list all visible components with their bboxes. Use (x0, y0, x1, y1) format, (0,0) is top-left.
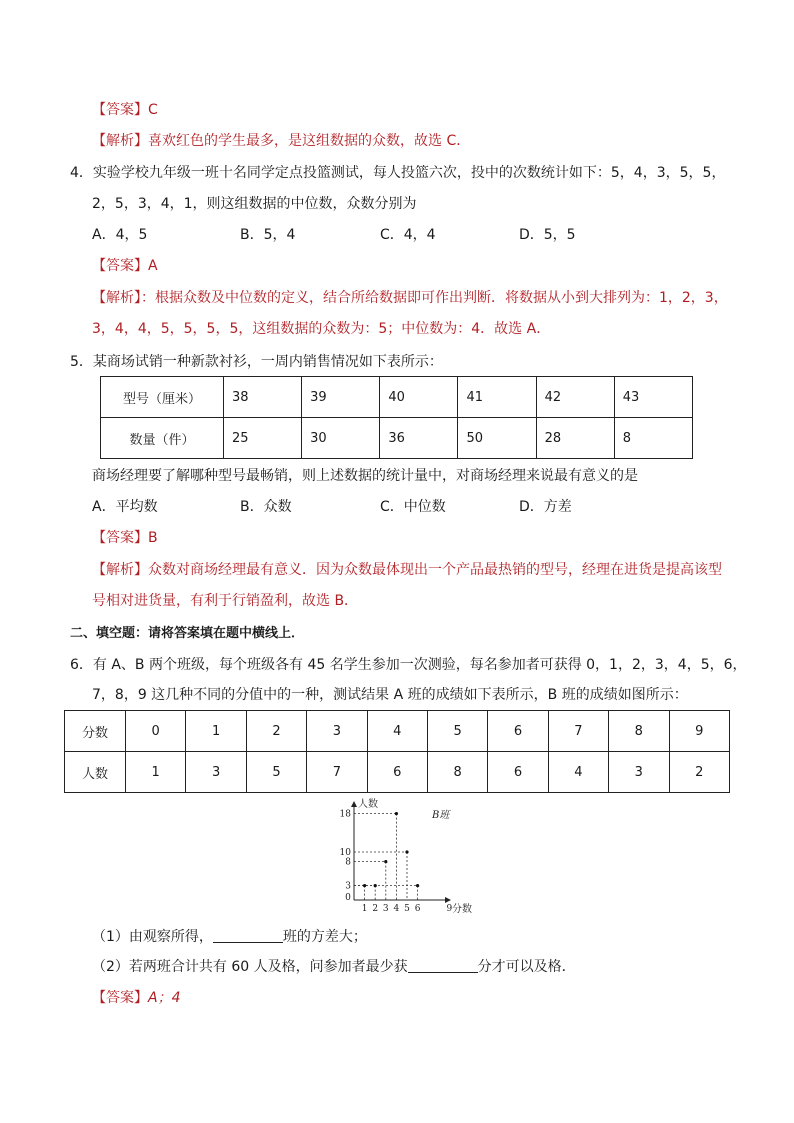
answer-value: A；4 (148, 990, 181, 1006)
table-cell: 0 (126, 711, 186, 752)
answer-tag: 【答案】 (92, 258, 148, 274)
section-title: 二、填空题：请将答案填在题中横线上． (70, 626, 305, 641)
question-4-line-1: 4．实验学校九年级一班十名同学定点投篮测试，每人投篮六次，投中的次数统计如下：5，4，3，5，5， (70, 165, 726, 181)
analysis-5-line-1 (92, 560, 722, 580)
y-axis-label: 人数 (358, 799, 378, 810)
answer-value: C (148, 102, 158, 118)
answer-value: A (148, 258, 158, 274)
x-tick-label: 3 (382, 904, 389, 914)
table-header-cell: 人数 (65, 752, 126, 793)
option-b: B．众数 (240, 499, 292, 515)
table-cell: 3 (307, 711, 367, 752)
sub-question-2 (92, 957, 576, 977)
table-cell: 2 (246, 711, 306, 752)
question-4-line-2: 2，5，3，4，1，则这组数据的中位数，众数分别为 (92, 196, 417, 212)
table-header-cell: 数量（件） (101, 418, 224, 459)
option-d: D．5，5 (519, 227, 576, 243)
table-cell: 30 (302, 418, 380, 459)
y-tick-label: 18 (339, 809, 351, 820)
table-cell: 5 (246, 752, 306, 793)
sub-question-1 (92, 927, 367, 947)
x-axis-label: 分数 (452, 904, 472, 915)
table-cell: 41 (458, 377, 536, 418)
x-tick-label: 0 (345, 893, 351, 903)
x-tick-label: 4 (393, 904, 400, 914)
answer-tag: 【答案】 (92, 530, 148, 546)
table-row (101, 377, 693, 418)
table-cell: 4 (548, 752, 608, 793)
answer-tag: 【答案】 (92, 102, 148, 118)
table-cell: 39 (302, 377, 380, 418)
table-cell: 25 (224, 418, 302, 459)
option-a: A．4，5 (92, 227, 148, 243)
class-b-chart (330, 796, 490, 918)
question-5-line-2: 商场经理要了解哪种型号最畅销，则上述数据的统计量中，对商场经理来说最有意义的是 (92, 468, 638, 484)
answer-4 (92, 256, 158, 276)
analysis-tag: 【解析】 (92, 290, 141, 306)
option-c: C．中位数 (380, 499, 446, 515)
table-cell: 7 (307, 752, 367, 793)
sub-question-text: （1）由观察所得， (92, 929, 213, 945)
table-cell: 5 (427, 711, 487, 752)
x-tick-label: 6 (414, 904, 421, 914)
table-cell: 2 (669, 752, 729, 793)
option-d: D．方差 (519, 499, 572, 515)
question-5-line-1: 5．某商场试销一种新款衬衫，一周内销售情况如下表所示： (70, 354, 443, 370)
table-cell: 6 (488, 711, 548, 752)
data-point (416, 884, 419, 887)
data-point (405, 850, 408, 853)
table-cell: 4 (367, 711, 427, 752)
option-a: A．平均数 (92, 499, 158, 515)
table-cell: 3 (609, 752, 669, 793)
chart-title: B班 (432, 810, 450, 821)
table-cell: 8 (609, 711, 669, 752)
answer-tag: 【答案】 (92, 990, 148, 1006)
table-row (65, 752, 730, 793)
table-cell: 43 (614, 377, 692, 418)
table-cell: 6 (367, 752, 427, 793)
table-cell: 28 (536, 418, 614, 459)
answer-3 (92, 100, 158, 120)
table-cell: 36 (380, 418, 458, 459)
y-tick-label: 10 (339, 848, 351, 858)
analysis-text: 众数对商场经理最有意义．因为众数最体现出一个产品最热销的型号，经理在进货是提高该型 (148, 562, 722, 578)
table-cell: 8 (427, 752, 487, 793)
sub-question-text: 班的方差大； (282, 929, 367, 945)
x-tick-label: 5 (404, 904, 410, 914)
sub-question-text: （2）若两班合计共有 60 人及格，问参加者最少获 (92, 959, 408, 975)
y-tick-label: 3 (345, 881, 351, 892)
class-a-score-table (64, 710, 730, 793)
table-header-cell: 分数 (65, 711, 126, 752)
table-cell: 6 (488, 752, 548, 793)
table-header-cell: 型号（厘米） (101, 377, 224, 418)
table-row (101, 418, 693, 459)
table-cell: 38 (224, 377, 302, 418)
answer-5 (92, 528, 158, 548)
table-cell: 42 (536, 377, 614, 418)
x-tick-label: 2 (372, 904, 379, 914)
data-point (363, 884, 366, 887)
question-6-line-2: 7，8，9 这几种不同的分值中的一种，测试结果 A 班的成绩如下表所示，B 班的成绩如图所示： (92, 687, 688, 703)
analysis-3 (92, 131, 470, 151)
table-cell: 8 (614, 418, 692, 459)
shirt-sales-table (100, 376, 693, 459)
analysis-tag: 【解析】 (92, 562, 148, 578)
sub-question-text: 分才可以及格． (477, 959, 576, 975)
table-cell: 1 (186, 711, 246, 752)
table-row (65, 711, 730, 752)
x-tick-label: 9 (446, 904, 453, 914)
x-tick-label: 1 (361, 904, 368, 914)
analysis-text: ：根据众数及中位数的定义，结合所给数据即可作出判断．将数据从小到大排列为：1，2，3， (141, 290, 728, 306)
data-point (374, 884, 377, 887)
question-6-line-1: 6．有 A、B 两个班级，每个班级各有 45 名学生参加一次测验，每名参加者可获得 0，1，2，3，4，5，6， (70, 657, 747, 673)
analysis-text: 喜欢红色的学生最多，是这组数据的众数，故选 C． (148, 133, 471, 149)
analysis-4-line-2: 3，4，4，5，5，5，5，这组数据的众数为：5；中位数为：4．故选 A． (92, 321, 551, 337)
answer-blank[interactable] (408, 958, 478, 973)
table-cell: 1 (126, 752, 186, 793)
answer-blank[interactable] (213, 928, 283, 943)
answer-value: B (148, 530, 158, 546)
table-cell: 50 (458, 418, 536, 459)
y-tick-label: 8 (345, 857, 351, 868)
table-cell: 7 (548, 711, 608, 752)
table-cell: 40 (380, 377, 458, 418)
analysis-tag: 【解析】 (92, 133, 148, 149)
analysis-4-line-1 (92, 288, 728, 308)
option-c: C．4，4 (380, 227, 436, 243)
table-cell: 3 (186, 752, 246, 793)
data-point (384, 860, 387, 863)
option-b: B．5，4 (240, 227, 296, 243)
table-cell: 9 (669, 711, 729, 752)
data-point (395, 812, 398, 815)
analysis-5-line-2: 号相对进货量，有利于行销盈利，故选 B． (92, 593, 359, 609)
answer-6 (92, 988, 180, 1008)
